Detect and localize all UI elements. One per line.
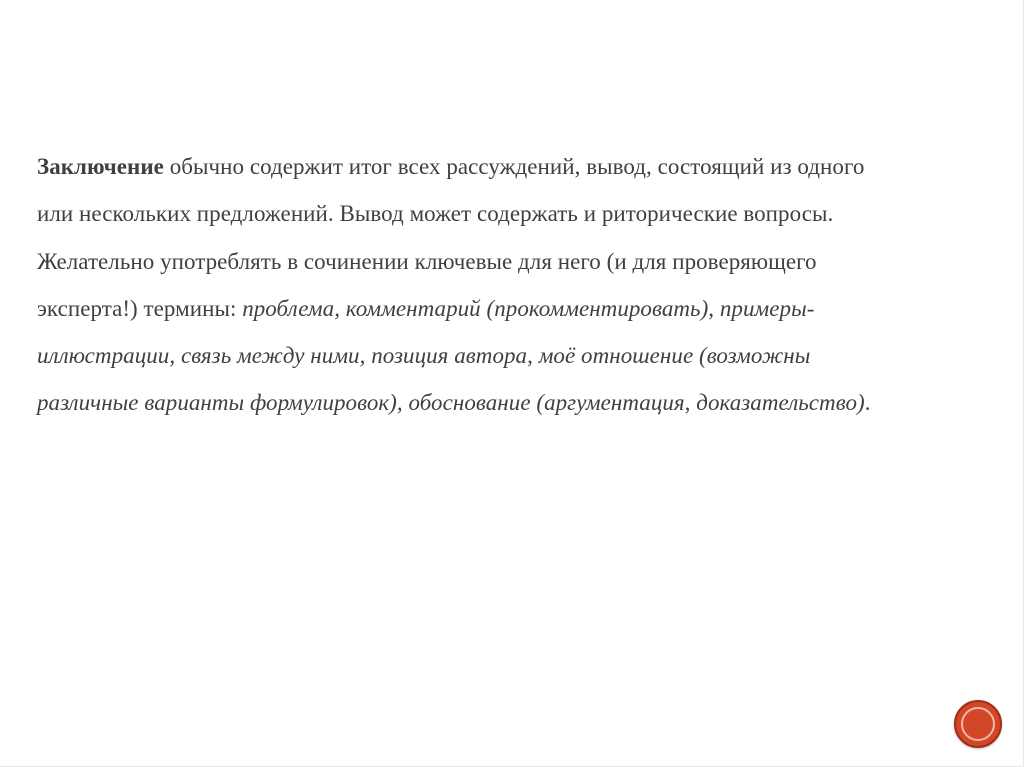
italic-terms: проблема, комментарий (прокомментировать), примеры- [242, 295, 815, 321]
text-line-2 [37, 190, 987, 237]
slide-body-text [37, 143, 987, 427]
text-line-1 [37, 143, 987, 190]
nav-button-ring [961, 707, 995, 741]
text-run: или нескольких предложений. Вывод может содержать и риторические вопросы. [37, 201, 834, 227]
text-line-5 [37, 332, 987, 379]
text-line-3 [37, 238, 987, 285]
text-run: обычно содержит итог всех рассуждений, вывод, состоящий из одного [163, 154, 865, 179]
keyword-conclusion: Заключение [37, 154, 164, 179]
italic-terms: иллюстрации, связь между ними, позиция автора, моё отношение (возможны [37, 343, 811, 369]
italic-terms: различные варианты формулировок), обоснование (аргументация, доказательство) [37, 390, 865, 416]
circle-nav-icon[interactable] [954, 700, 1002, 748]
text-run: Желательно употреблять в сочинении ключевые для него (и для проверяющего [37, 248, 817, 274]
text-line-4 [37, 285, 987, 332]
text-run: . [864, 390, 871, 416]
text-run: эксперта!) термины: [37, 295, 243, 321]
text-line-6 [37, 379, 987, 426]
